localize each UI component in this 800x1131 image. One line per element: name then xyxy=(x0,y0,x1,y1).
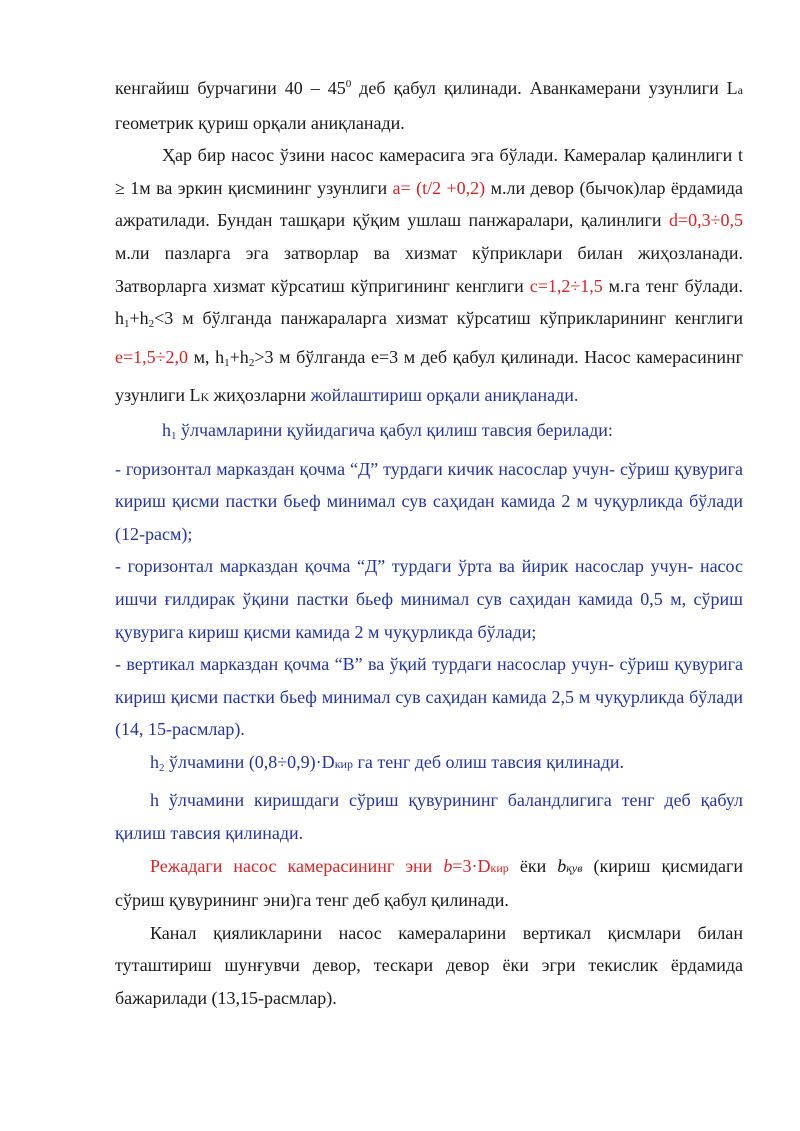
subscript: кир xyxy=(490,860,509,875)
text-run: кенгайиш бурчагини 40 – 45 xyxy=(115,78,346,98)
paragraph-h: h ўлчамини киришдаги сўриш қувурининг баландлигига тенг деб қабул қилиш тавсия қилинади. xyxy=(115,790,743,844)
text-run: геометрик қуриш орқали аниқланади. xyxy=(115,112,405,133)
text-run: ўлчамларини қуйидагича қабул қилиш тавсия берилади: xyxy=(176,419,613,440)
highlighted-text: жойлаштириш орқали аниқланади. xyxy=(310,385,579,406)
subscript: a xyxy=(737,83,743,97)
paragraph-chamber-width xyxy=(115,850,743,917)
text-run: ўлчамини (0,8÷0,9)·D xyxy=(164,751,335,772)
subscript: 1 xyxy=(224,356,230,369)
text-run: м.ли пазларга эга затворлар ва хизмат кўприклари билан жиҳозланади. Затворларга хизмат кўрсатиш кўпригининг кенглиги xyxy=(115,242,743,296)
subscript: 2 xyxy=(148,318,155,331)
subscript: 1 xyxy=(171,429,177,442)
subscript: қув xyxy=(566,860,583,875)
text-run: h xyxy=(162,419,171,440)
text-run: (кириш қисмидаги сўриш қувурининг эни)га тенг деб қабул қилинади. xyxy=(115,855,743,911)
paragraph-h2 xyxy=(115,746,743,785)
formula-b: =3·D xyxy=(452,855,491,876)
formula-e: e=1,5÷2,0 xyxy=(115,346,189,367)
formula-d: d=0,3÷0,5 xyxy=(668,210,743,231)
subscript: K xyxy=(200,390,210,405)
text-run: ёки xyxy=(508,855,558,876)
formula-a: a= (t/2 +0,2) xyxy=(392,177,486,198)
subscript: 2 xyxy=(248,356,255,369)
list-item-vertical: - вертикал марказдан қочма “В” ва ўқий турдаги насослар учун- сўриш қувурига кириш қисми пастки бьеф минимал сув саҳидан камида 2,5 м чуқурликда бўлади (14, 15-расмлар). xyxy=(115,654,743,740)
text-run: м.га тенг бўлади. h xyxy=(115,275,743,329)
text-run: га тенг деб олиш тавсия қилинади. xyxy=(352,751,625,772)
text-run: м, h xyxy=(188,346,225,367)
text-run: м.ли девор (бычок)лар ёрдамида ажратилади. Бундан ташқари қўқим ушлаш панжаралари, қалинлиги xyxy=(115,177,743,231)
text-run: +h xyxy=(229,346,249,367)
text-run: Ҳар бир насос ўзини насос камерасига эга бўлади. Камералар қалинлиги t ≥ 1м ва эркин қисмининг узунлиги xyxy=(115,145,743,198)
superscript: 0 xyxy=(345,78,352,90)
text-run: b xyxy=(557,855,567,876)
document-page xyxy=(115,68,743,1015)
formula-c: c=1,2÷1,5 xyxy=(529,275,603,296)
text-run: жиҳозларни xyxy=(209,385,311,406)
subscript: кир xyxy=(334,756,353,771)
text-run: Режадаги насос камерасининг эни xyxy=(150,855,444,876)
subscript: 2 xyxy=(159,761,165,774)
list-item-horizontal-large: - горизонтал марказдан қочма “Д” турдаги ўрта ва йирик насослар учун- насос ишчи ғилдирак ўқини пастки бьеф минимал сув саҳидан камида 0,5 м, сўриш қувурига кириш қисми камида 2 м чуқурликда бўлади; xyxy=(115,556,743,642)
list-item-horizontal-small: - горизонтал марказдан қочма “Д” турдаги кичик насослар учун- сўриш қувурига кириш қисми пастки бьеф минимал сув саҳидан камида 2 м чуқурликда бўлади (12-расм); xyxy=(115,458,743,544)
text-run: <3 м бўлганда панжараларга хизмат кўрсатиш кўприкларининг кенглиги xyxy=(154,308,743,329)
paragraph-canal-slopes: Канал қияликларини насос камераларини вертикал қисмлари билан туташтириш шунғувчи девор, тескари девор ёки эгри текислик ёрдамида бажарилади (13,15-расмлар). xyxy=(115,922,743,1009)
paragraph-pump-chamber xyxy=(115,139,743,414)
text-run: +h xyxy=(129,308,149,329)
text-run: деб қабул қилинади. Аванкамерани узунлиги L xyxy=(351,78,738,98)
paragraph-h1-intro xyxy=(115,414,743,453)
text-run: >3 м бўлганда e=3 м деб қабул қилинади. Насос камерасининг узунлиги L xyxy=(115,346,743,406)
formula-b: b xyxy=(443,855,453,876)
subscript: 1 xyxy=(124,318,130,331)
paragraph-avancamera xyxy=(115,68,743,139)
text-run: h xyxy=(150,751,159,772)
